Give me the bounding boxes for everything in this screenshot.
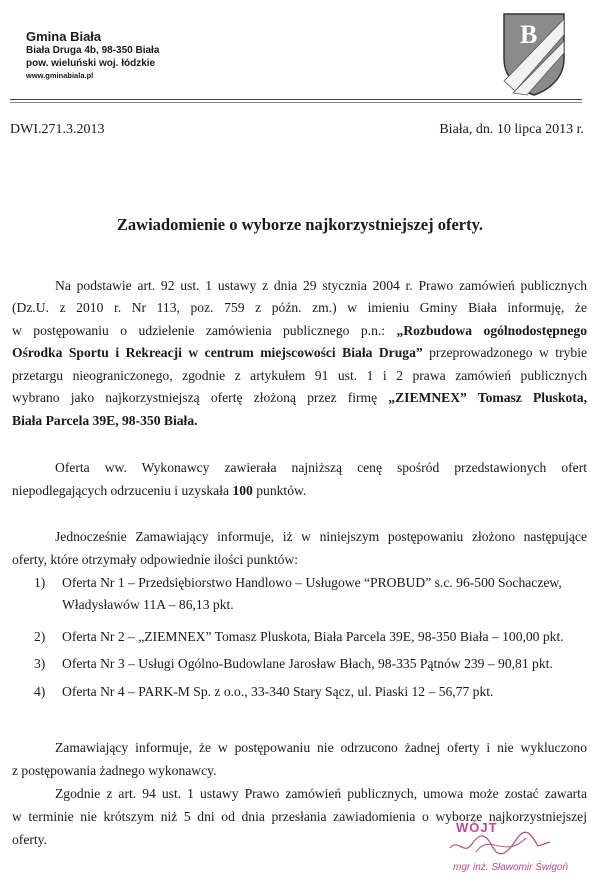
winner-points: 100 [232, 483, 253, 498]
para5-line2: w terminie nie krótszym niż 5 dni od dnia przesłania zawiadomienia o wyborze najkorzystniejszej [12, 809, 587, 824]
para5-line3: oferty. [12, 832, 47, 847]
para2-line2-text: niepodlegających odrzuceniu i uzyskała [12, 483, 233, 498]
para1-line6 [12, 387, 587, 409]
para2-line2-end: punktów. [252, 483, 307, 498]
org-address: Biała Druga 4b, 98-350 Biała [26, 45, 160, 56]
para1-line4 [12, 342, 587, 364]
para3-line1: Jednocześnie Zamawiający informuje, iż w niniejszym postępowaniu złożono następujące [55, 529, 587, 544]
offer-number: 4) [34, 684, 46, 699]
para1-line4-text: przeprowadzonego w trybie [422, 345, 588, 360]
logo-letter: B [520, 20, 538, 49]
para4-line1: Zamawiający informuje, że w postępowaniu nie odrzucono żadnej oferty i nie wykluczono [55, 740, 587, 755]
project-name-start: „Rozbudowa ogólnodostępnego [396, 323, 587, 338]
offer-item [34, 572, 594, 594]
para1-line6-text: wybrano jako najkorzystniejszą ofertę złożoną przez firmę [12, 390, 389, 405]
para5-line1: Zgodnie z art. 94 ust. 1 ustawy Prawo zamówień publicznych, umowa może zostać zawarta [55, 786, 587, 801]
offer-item [34, 681, 594, 703]
para1-line2: (Dz.U. z 2010 r. Nr 113, poz. 759 z późn. zm.) w imieniu Gminy Biała informuję, że [12, 300, 587, 315]
header-divider [10, 99, 582, 100]
winner-address: Biała Parcela 39E, 98-350 Biała. [12, 413, 198, 428]
para1-line3-text: w postępowaniu o udzielenie zamówienia publicznego p.n.: [12, 323, 397, 338]
offer-text: Oferta Nr 2 – „ZIEMNEX” Tomasz Pluskota, Biała Parcela 39E, 98-350 Biała – 100,00 pkt. [62, 629, 564, 644]
header-divider-secondary [10, 102, 582, 103]
project-name-end: Ośrodka Sportu i Rekreacji w centrum miejscowości Biała Druga” [12, 345, 423, 360]
para1-line1: Na podstawie art. 92 ust. 1 ustawy z dnia 29 stycznia 2004 r. Prawo zamówień publicznych [55, 278, 587, 293]
para1-line3 [12, 320, 587, 342]
org-region: pow. wieluński woj. łódzkie [26, 58, 156, 69]
document-title: Zawiadomienie o wyborze najkorzystniejszej oferty. [116, 215, 484, 234]
para2-line1: Oferta ww. Wykonawcy zawierała najniższą cenę spośród przedstawionych ofert [55, 460, 587, 475]
para4-line2: z postępowania żadnego wykonawcy. [12, 763, 217, 778]
coat-of-arms-logo [501, 11, 567, 97]
offer-number: 2) [34, 629, 46, 644]
offer-number: 1) [34, 575, 46, 590]
offer-item [34, 653, 594, 675]
org-name: Gmina Biała [26, 29, 102, 44]
offer-text: Oferta Nr 3 – Usługi Ogólno-Budowlane Jarosław Błach, 98-335 Pątnów 239 – 90,81 pkt. [62, 656, 553, 671]
para2-line2 [12, 480, 587, 502]
signature-title: WÓJT [456, 820, 498, 835]
offer-text: Oferta Nr 1 – Przedsiębiorstwo Handlowo – Usługowe “PROBUD” s.c. 96-500 Sochaczew, [62, 575, 562, 590]
place-date: Biała, dn. 10 lipca 2013 r. [439, 122, 584, 137]
offer-item [34, 626, 594, 648]
signatory-name: mgr inż. Sławomir Świgoń [453, 862, 569, 873]
org-website: www.gminabiala.pl [26, 71, 94, 80]
offer-text: Oferta Nr 4 – PARK-M Sp. z o.o., 33-340 Stary Sącz, ul. Piaski 12 – 56,77 pkt. [62, 684, 494, 699]
offer-number: 3) [34, 656, 46, 671]
para3-line2: oferty, które otrzymały odpowiednie ilości punktów: [12, 552, 299, 567]
reference-number: DWI.271.3.2013 [10, 122, 105, 137]
winner-name: „ZIEMNEX” Tomasz Pluskota, [388, 390, 587, 405]
para1-line7 [12, 410, 587, 432]
offer-item-continuation: Władysławów 11A – 86,13 pkt. [62, 597, 234, 612]
para1-line5: przetargu nieograniczonego, zgodnie z artykułem 91 ust. 1 i 2 prawa zamówień publicznych [12, 368, 587, 383]
handwritten-signature [446, 826, 556, 862]
